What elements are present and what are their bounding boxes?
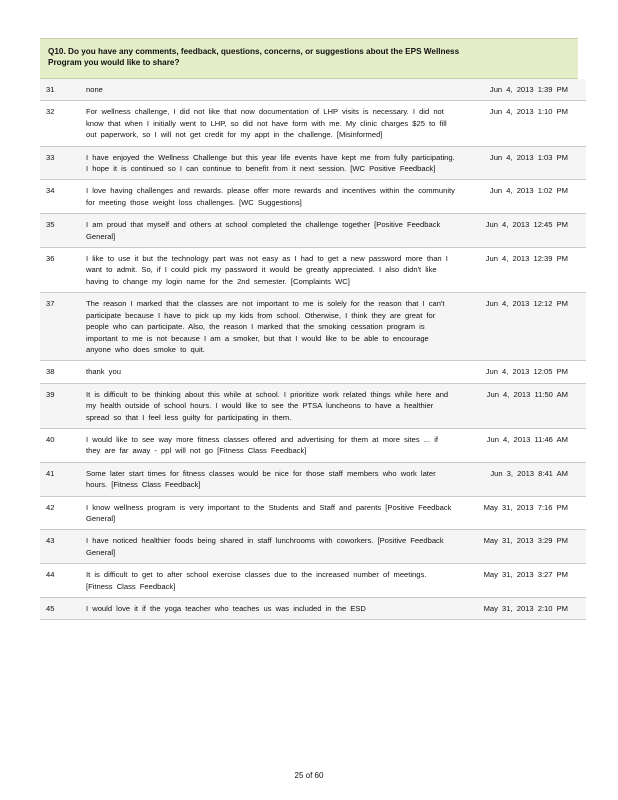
response-number: 35: [40, 214, 86, 248]
response-text: I have enjoyed the Wellness Challenge but this year life events have kept me from fully participating. I hope it is continued so I can continue to benefit from it next session. [WC Positive Feedback]: [86, 146, 464, 180]
response-date: Jun 4, 2013 1:02 PM: [464, 180, 586, 214]
response-number: 37: [40, 293, 86, 361]
response-number: 31: [40, 79, 86, 101]
response-number: 32: [40, 101, 86, 146]
table-row: [40, 530, 586, 564]
table-row: [40, 598, 586, 620]
response-text: For wellness challenge, I did not like that now documentation of LHP visits is necessary. I did not know that when I initially went to LHP, so did not have form with me. My clinic charges $25 to fill out paperwork, so I will not get credit for my appt in the challenge. [Misinformed]: [86, 101, 464, 146]
response-text: I love having challenges and rewards. please offer more rewards and incentives within the community for meeting those weight loss challenges. [WC Suggestions]: [86, 180, 464, 214]
response-number: 36: [40, 248, 86, 293]
response-date: May 31, 2013 7:16 PM: [464, 496, 586, 530]
response-date: May 31, 2013 3:27 PM: [464, 564, 586, 598]
question-line-2: Program you would like to share?: [48, 58, 180, 67]
table-row: [40, 428, 586, 462]
response-number: 40: [40, 428, 86, 462]
table-row: [40, 79, 586, 101]
table-row: [40, 564, 586, 598]
response-text: It is difficult to get to after school exercise classes due to the increased number of meetings. [Fitness Class Feedback]: [86, 564, 464, 598]
responses-body: [40, 79, 586, 620]
response-text: The reason I marked that the classes are not important to me is solely for the reason that I can't participate because I have to pick up my kids from school. Otherwise, I think they are great for people who can participate. Also, the reason I marked that the smoking cessation program is important to me is not because I am a smoker, but that I would like to be able to encourage anyone who does smoke to quit.: [86, 293, 464, 361]
response-date: Jun 4, 2013 1:10 PM: [464, 101, 586, 146]
response-date: Jun 4, 2013 11:50 AM: [464, 383, 586, 428]
response-date: Jun 4, 2013 1:03 PM: [464, 146, 586, 180]
responses-table: [40, 79, 586, 620]
table-row: [40, 293, 586, 361]
table-row: [40, 101, 586, 146]
response-number: 43: [40, 530, 86, 564]
response-text: thank you: [86, 361, 464, 383]
table-row: [40, 214, 586, 248]
response-text: I have noticed healthier foods being shared in staff lunchrooms with coworkers. [Positive Feedback General]: [86, 530, 464, 564]
question-line-1: Q10. Do you have any comments, feedback, questions, concerns, or suggestions about the EPS Wellness: [48, 47, 460, 56]
response-date: Jun 4, 2013 12:45 PM: [464, 214, 586, 248]
response-date: Jun 4, 2013 11:46 AM: [464, 428, 586, 462]
response-number: 39: [40, 383, 86, 428]
table-row: [40, 496, 586, 530]
response-date: May 31, 2013 3:29 PM: [464, 530, 586, 564]
response-text: I like to use it but the technology part was not easy as I had to get a new password more than I want to admit. So, if I could pick my password it would be greatly appreciated. I also didn't like having to change my login name for the 2nd semester. [Complaints WC]: [86, 248, 464, 293]
response-number: 41: [40, 462, 86, 496]
survey-response-sheet: [40, 38, 578, 620]
response-date: Jun 4, 2013 12:12 PM: [464, 293, 586, 361]
response-text: I would like to see way more fitness classes offered and advertising for them at more sites ... if they are far away - ppl will not go [Fitness Class Feedback]: [86, 428, 464, 462]
response-text: I am proud that myself and others at school completed the challenge together [Positive Feedback General]: [86, 214, 464, 248]
response-date: Jun 4, 2013 12:05 PM: [464, 361, 586, 383]
response-number: 45: [40, 598, 86, 620]
response-date: Jun 3, 2013 8:41 AM: [464, 462, 586, 496]
response-text: Some later start times for fitness classes would be nice for those staff members who work later hours. [Fitness Class Feedback]: [86, 462, 464, 496]
response-date: Jun 4, 2013 1:39 PM: [464, 79, 586, 101]
response-number: 34: [40, 180, 86, 214]
response-number: 33: [40, 146, 86, 180]
response-text: It is difficult to be thinking about this while at school. I prioritize work related things while here and my health outside of school hours. I would like to see the PTSA luncheons to have a healthier spread so that I feel less guilty for participating in them.: [86, 383, 464, 428]
response-date: May 31, 2013 2:10 PM: [464, 598, 586, 620]
table-row: [40, 383, 586, 428]
table-row: [40, 248, 586, 293]
table-row: [40, 462, 586, 496]
response-date: Jun 4, 2013 12:39 PM: [464, 248, 586, 293]
table-row: [40, 361, 586, 383]
response-number: 42: [40, 496, 86, 530]
table-row: [40, 146, 586, 180]
response-number: 38: [40, 361, 86, 383]
question-header: [40, 38, 578, 79]
table-row: [40, 180, 586, 214]
response-text: I would love it if the yoga teacher who teaches us was included in the ESD: [86, 598, 464, 620]
response-text: I know wellness program is very important to the Students and Staff and parents [Positive Feedback General]: [86, 496, 464, 530]
response-number: 44: [40, 564, 86, 598]
response-text: none: [86, 79, 464, 101]
page-number: 25 of 60: [294, 771, 324, 780]
